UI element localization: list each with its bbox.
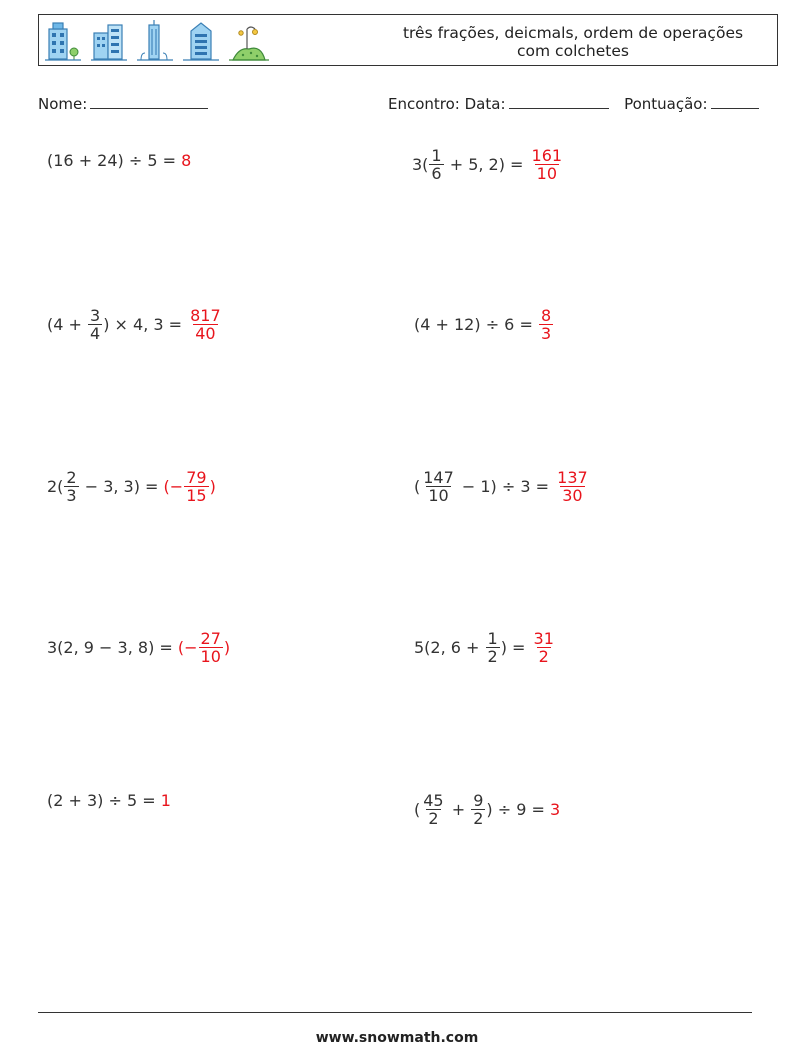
problem-10-text-b: ) ÷ 9 = [486, 800, 550, 819]
problem-10-text-mid: + [446, 800, 471, 819]
fraction-denominator: 10 [428, 486, 449, 505]
answer-denominator: 3 [540, 324, 552, 343]
problem-8 [414, 630, 557, 665]
fraction-denominator: 3 [66, 486, 77, 505]
answer-numerator: 137 [557, 468, 588, 487]
footer-site-link[interactable]: www.snowmath.com [315, 1030, 479, 1046]
answer-open-paren: (− [163, 477, 184, 496]
answer-numerator: 27 [200, 629, 221, 648]
problem-8-text-a: 5(2, 6 + [414, 638, 485, 657]
fraction-numerator: 1 [431, 146, 442, 165]
score-label: Pontuação: [624, 95, 708, 113]
problem-7 [47, 630, 230, 665]
worksheet-title [383, 24, 763, 60]
title-line-2: com colchetes [517, 42, 629, 60]
problem-3-text-b: ) × 4, 3 = [103, 315, 188, 334]
date-blank[interactable] [509, 94, 609, 109]
encounter-score-fields [388, 94, 759, 113]
fraction-denominator: 2 [428, 809, 439, 828]
problem-6-fraction [421, 469, 456, 504]
problem-9-text: (2 + 3) ÷ 5 = [47, 791, 161, 810]
park-lamp-icon [229, 19, 269, 63]
fraction-numerator: 9 [473, 791, 484, 810]
answer-close-paren: ) [223, 638, 231, 657]
problem-6-text-a: ( [414, 477, 421, 496]
answer-denominator: 30 [562, 486, 583, 505]
problem-7-answer [178, 630, 230, 665]
problem-8-answer [531, 630, 557, 665]
problem-1-text: (16 + 24) ÷ 5 = [47, 151, 182, 170]
fraction-denominator: 2 [473, 809, 484, 828]
problem-1-answer: 8 [181, 151, 192, 170]
fraction-numerator: 1 [487, 629, 498, 648]
skyscraper-icon [183, 19, 219, 63]
worksheet-header [38, 14, 778, 66]
name-field[interactable] [38, 94, 208, 113]
answer-denominator: 2 [538, 647, 549, 666]
problem-6-text-b: − 1) ÷ 3 = [456, 477, 555, 496]
title-line-1: três frações, deicmals, ordem de operações [402, 24, 744, 42]
answer-denominator: 40 [195, 324, 216, 343]
office-icon [91, 19, 127, 63]
problem-8-text-b: ) = [500, 638, 531, 657]
fraction-numerator: 3 [90, 306, 101, 325]
fraction-denominator: 6 [431, 164, 442, 183]
encounter-date-label: Encontro: Data: [388, 95, 506, 113]
problem-7-text: 3(2, 9 − 3, 8) = [47, 638, 178, 657]
problem-8-fraction [486, 630, 500, 665]
problem-5-text-a: 2( [47, 477, 64, 496]
answer-denominator: 10 [536, 164, 557, 183]
answer-numerator: 8 [540, 306, 552, 325]
answer-close-paren: ) [209, 477, 216, 496]
problem-5-fraction [64, 469, 78, 504]
answer-open-paren: (− [177, 638, 198, 657]
problem-2-text-b: + 5, 2) = [444, 155, 529, 174]
problem-10-fraction-2 [471, 792, 485, 827]
problem-5-answer [164, 469, 216, 504]
tower-icon [137, 19, 173, 63]
name-label: Nome: [38, 95, 88, 113]
fraction-denominator: 2 [487, 647, 498, 666]
answer-numerator: 79 [186, 468, 207, 487]
answer-numerator: 31 [533, 629, 554, 648]
problem-2 [412, 147, 565, 182]
answer-denominator: 15 [186, 486, 207, 505]
problem-3-fraction [88, 307, 102, 342]
problem-3-answer [187, 307, 224, 342]
answer-numerator: 161 [531, 146, 563, 165]
problem-4-text: (4 + 12) ÷ 6 = [414, 315, 538, 334]
fraction-numerator: 2 [66, 468, 77, 487]
fraction-numerator: 147 [423, 468, 454, 487]
problem-2-answer [529, 147, 566, 182]
problem-2-fraction [429, 147, 443, 182]
problem-5-text-b: − 3, 3) = [79, 477, 164, 496]
footer-divider [38, 1012, 752, 1013]
problem-4 [414, 307, 554, 342]
problem-10-text-a: ( [414, 800, 421, 819]
problem-3-text-a: (4 + [47, 315, 87, 334]
problem-9 [47, 791, 171, 810]
problem-6-answer [554, 469, 591, 504]
problem-10-answer: 3 [549, 800, 561, 819]
problem-9-answer: 1 [160, 791, 171, 810]
score-blank[interactable] [711, 94, 759, 109]
fraction-numerator: 45 [423, 791, 444, 810]
problem-4-answer [538, 307, 554, 342]
building-icon [45, 19, 81, 63]
name-blank[interactable] [90, 94, 208, 109]
problem-10 [414, 792, 560, 827]
problem-2-text-a: 3( [412, 155, 429, 174]
fraction-denominator: 4 [90, 324, 101, 343]
problem-10-fraction-1 [421, 792, 445, 827]
problem-1 [47, 151, 191, 170]
answer-numerator: 817 [190, 306, 221, 325]
answer-denominator: 10 [200, 647, 221, 666]
problem-6 [414, 469, 591, 504]
problem-5 [47, 469, 216, 504]
problem-3 [47, 307, 224, 342]
